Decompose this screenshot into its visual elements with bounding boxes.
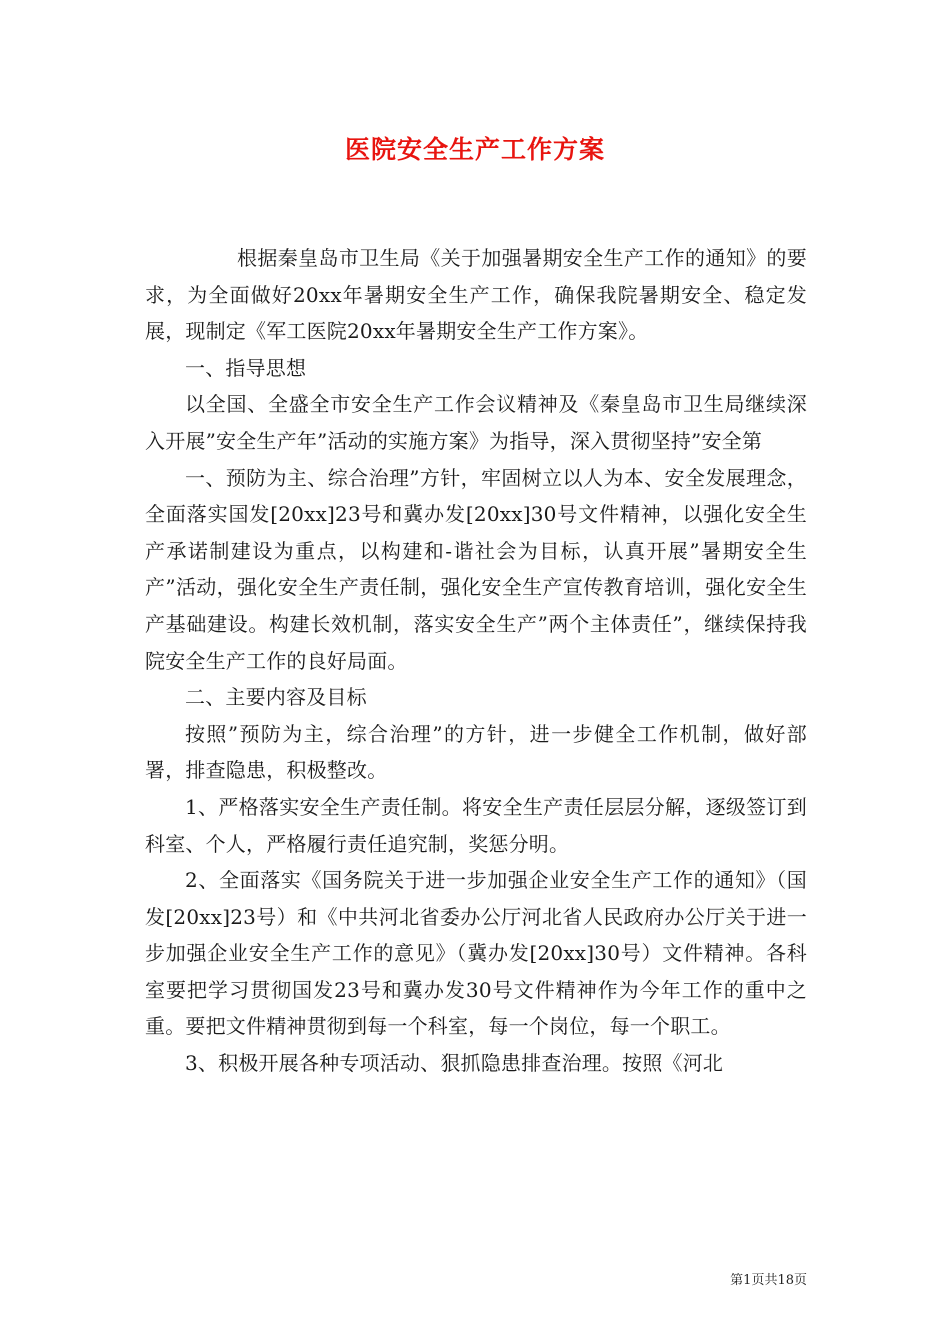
document-title: 医院安全生产工作方案 xyxy=(344,135,605,164)
paragraph-intro: 根据秦皇岛市卫生局《关于加强暑期安全生产工作的通知》的要求，为全面做好20xx年暑期安全生产工作，确保我院暑期安全、稳定发展，现制定《军工医院20xx年暑期安全生产工作方案》。 xyxy=(145,246,807,344)
paragraph-guidelines: 一、预防为主、综合治理”方针，牢固树立以人为本、安全发展理念，全面落实国发[20xx]23号和冀办发[20xx]30号文件精神，以强化安全生产承诺制建设为重点，以构建和-谐社会为目标，认真开展”暑期安全生产”活动，强化安全生产责任制，强化安全生产宣传教育培训，强化安全生产基础建设。构建长效机制，落实安全生产”两个主体责任”，继续保持我院安全生产工作的良好局面。 xyxy=(145,465,807,673)
heading-main-content: 二、主要内容及目标 xyxy=(185,685,367,710)
page-number: 第1页共18页 xyxy=(730,1273,807,1288)
paragraph-item-2: 2、全面落实《国务院关于进一步加强企业安全生产工作的通知》（国发[20xx]23号）和《中共河北省委办公厅河北省人民政府办公厅关于进一步加强企业安全生产工作的意见》（冀办发[20xx]30号）文件精神。各科室要把学习贯彻国发23号和冀办发30号文件精神作为今年工作的重中之重。要把文件精神贯彻到每一个科室，每一个岗位，每一个职工。 xyxy=(145,868,807,1039)
paragraph-item-3: 3、积极开展各种专项活动、狠抓隐患排查治理。按照《河北 xyxy=(185,1051,724,1076)
paragraph-guiding-ideology: 以全国、全盛全市安全生产工作会议精神及《秦皇岛市卫生局继续深入开展”安全生产年”活动的实施方案》为指导，深入贯彻坚持”安全第 xyxy=(145,392,807,453)
paragraph-main-content: 按照”预防为主，综合治理”的方针，进一步健全工作机制，做好部署，排查隐患，积极整改。 xyxy=(145,721,807,783)
heading-guiding-ideology: 一、指导思想 xyxy=(185,355,307,380)
paragraph-item-1: 1、严格落实安全生产责任制。将安全生产责任层层分解，逐级签订到科室、个人，严格履行责任追究制，奖惩分明。 xyxy=(145,794,807,856)
document-body xyxy=(145,240,807,1082)
